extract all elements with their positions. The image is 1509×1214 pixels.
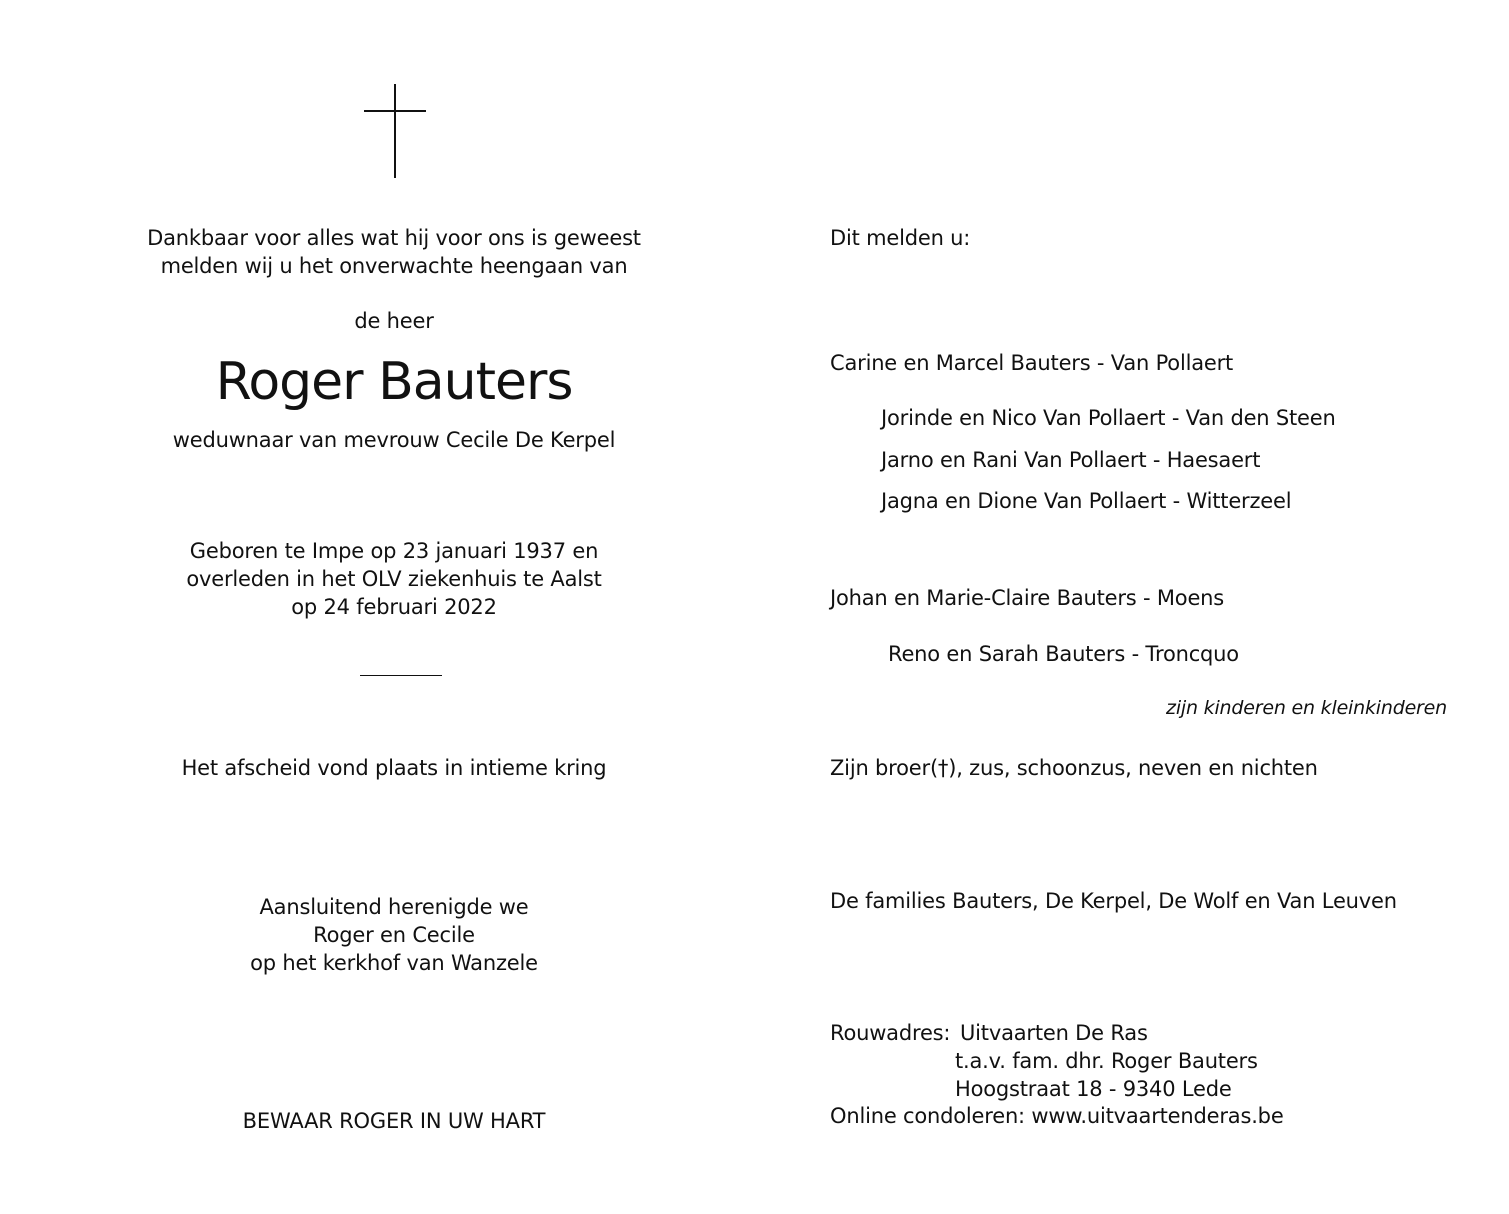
family1-child-1: Jorinde en Nico Van Pollaert - Van den Steen (881, 406, 1336, 430)
address-line-2: t.a.v. fam. dhr. Roger Bauters (955, 1049, 1258, 1073)
spouse-line: weduwnaar van mevrouw Cecile De Kerpel (172, 428, 616, 452)
siblings-line: Zijn broer(†), zus, schoonzus, neven en nichten (830, 756, 1318, 780)
life-line-3: op 24 februari 2022 (291, 595, 497, 619)
online-condolences: Online condoleren: www.uitvaartenderas.be (830, 1104, 1284, 1128)
life-line-1: Geboren te Impe op 23 januari 1937 en (189, 539, 599, 563)
divider (360, 675, 442, 676)
family1-child-3: Jagna en Dione Van Pollaert - Witterzeel (881, 489, 1292, 513)
deceased-name: Roger Bauters (215, 352, 573, 412)
address-line-1: Uitvaarten De Ras (960, 1021, 1148, 1045)
address-label: Rouwadres: (830, 1021, 951, 1045)
family2-child-1: Reno en Sarah Bauters - Troncquo (888, 642, 1239, 666)
reunion-line-2: Roger en Cecile (313, 923, 475, 947)
family1-child-2: Jarno en Rani Van Pollaert - Haesaert (881, 448, 1261, 472)
reunion-line-3: op het kerkhof van Wanzele (250, 951, 538, 975)
families-line: De families Bauters, De Kerpel, De Wolf en Van Leuven (830, 889, 1397, 913)
farewell-line: Het afscheid vond plaats in intieme kring (181, 756, 607, 780)
closing-line: BEWAAR ROGER IN UW HART (242, 1109, 546, 1133)
reunion-line-1: Aansluitend herenigde we (259, 895, 529, 919)
title-prefix: de heer (354, 309, 434, 333)
family2-parents: Johan en Marie-Claire Bauters - Moens (830, 586, 1225, 610)
relation-note: zijn kinderen en kleinkinderen (1166, 697, 1447, 719)
family1-parents: Carine en Marcel Bauters - Van Pollaert (830, 351, 1234, 375)
intro-line-2: melden wij u het onverwachte heengaan van (160, 254, 628, 278)
announcement-heading: Dit melden u: (830, 226, 971, 250)
cross-icon (364, 84, 426, 178)
address-line-3: Hoogstraat 18 - 9340 Lede (955, 1077, 1232, 1101)
life-line-2: overleden in het OLV ziekenhuis te Aalst (186, 567, 602, 591)
intro-line-1: Dankbaar voor alles wat hij voor ons is geweest (147, 226, 641, 250)
